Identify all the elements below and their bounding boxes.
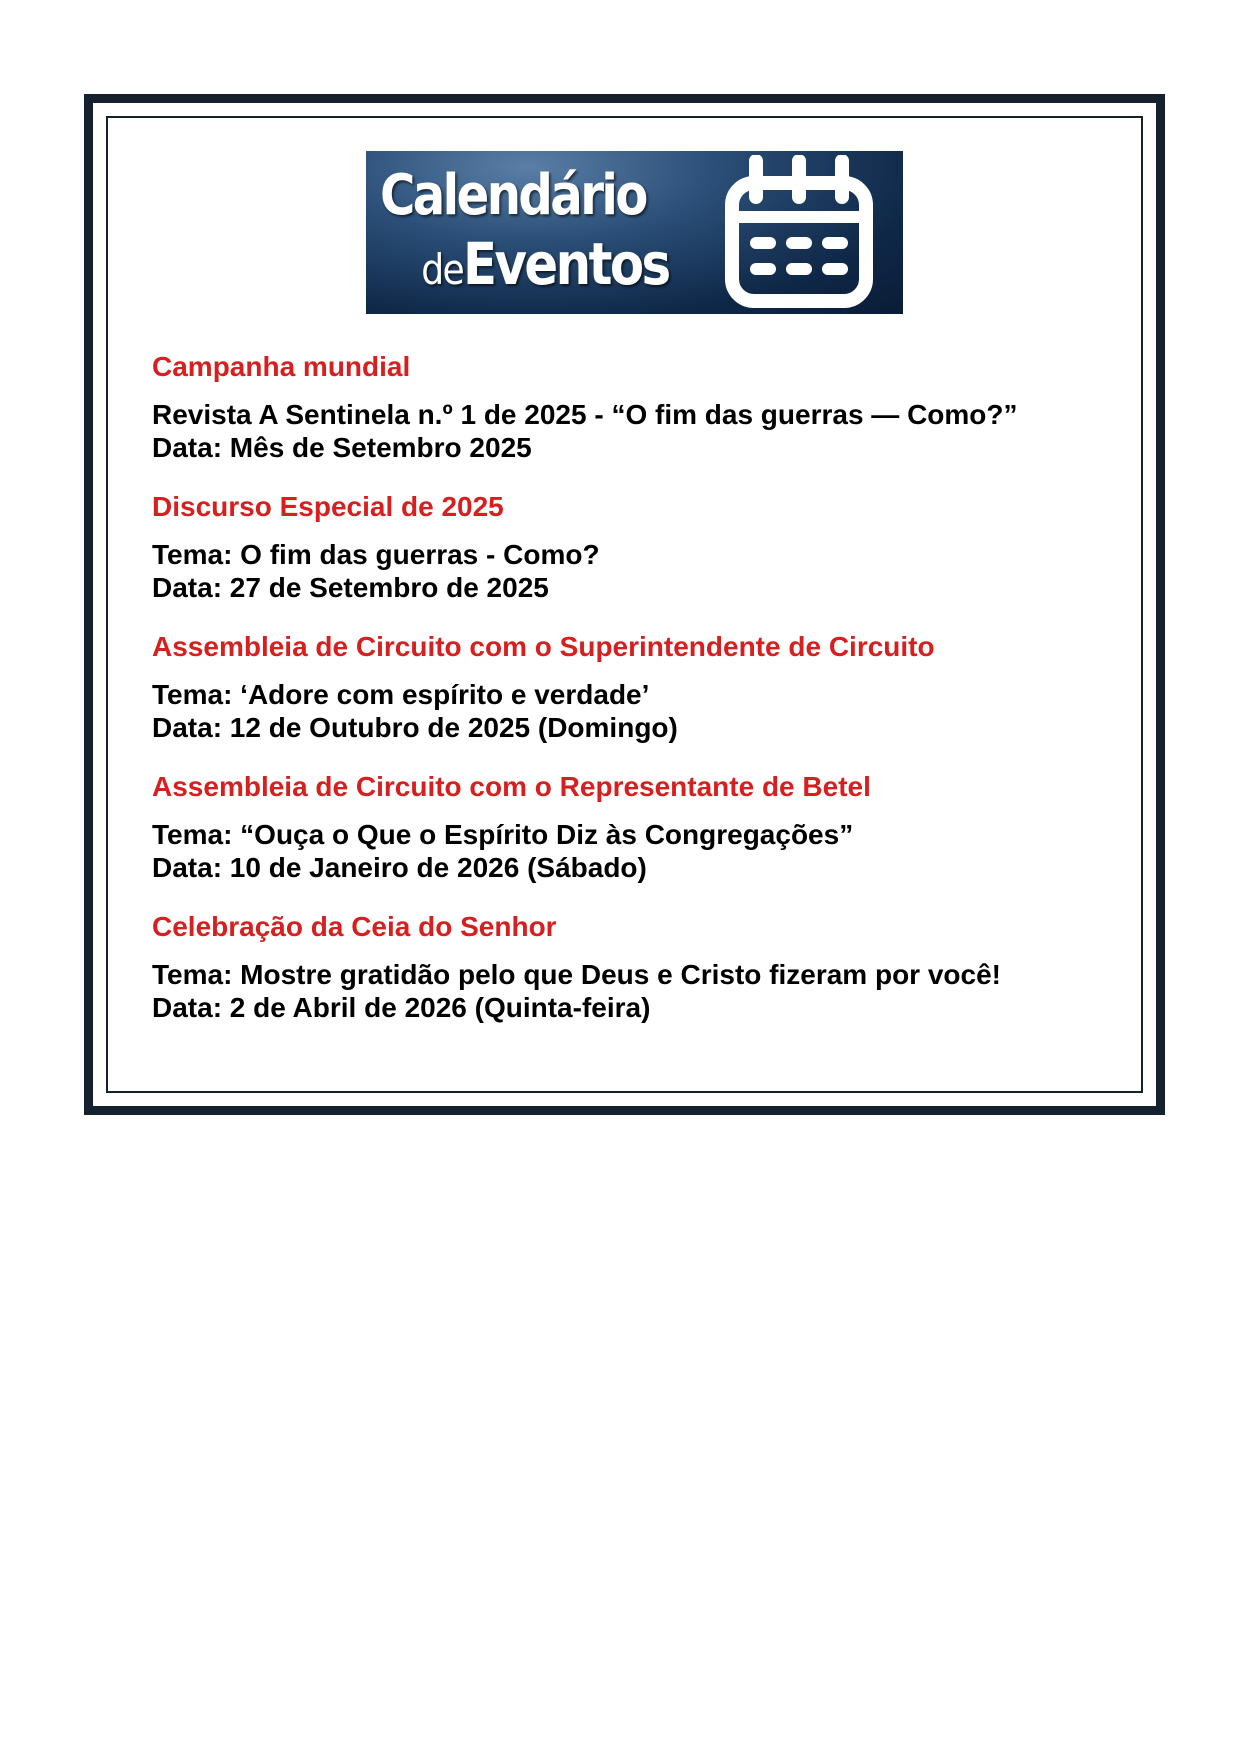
- outer-frame: [84, 94, 1165, 1115]
- banner-line-2: [380, 229, 669, 314]
- event-title: Assembleia de Circuito com o Representante de Betel: [152, 771, 871, 802]
- banner-title: [380, 163, 716, 314]
- event-title: Discurso Especial de 2025: [152, 491, 504, 522]
- event-title: Assembleia de Circuito com o Superintendente de Circuito: [152, 631, 935, 662]
- event-title: Campanha mundial: [152, 351, 411, 382]
- event-date: Data: 12 de Outubro de 2025 (Domingo): [152, 712, 678, 743]
- event-assembleia-superintendente: [152, 631, 1111, 744]
- banner-word-de: de: [421, 245, 463, 294]
- event-discurso-especial: [152, 491, 1111, 604]
- event-campanha-mundial: [152, 351, 1111, 464]
- calendar-banner: [366, 151, 903, 314]
- banner-line-1: Calendário: [380, 163, 646, 228]
- event-date: Data: 27 de Setembro de 2025: [152, 572, 549, 603]
- event-date: Data: 10 de Janeiro de 2026 (Sábado): [152, 852, 647, 883]
- event-detail: Tema: O fim das guerras - Como?: [152, 539, 600, 570]
- event-date: Data: Mês de Setembro 2025: [152, 432, 532, 463]
- event-date: Data: 2 de Abril de 2026 (Quinta-feira): [152, 992, 651, 1023]
- inner-frame: [106, 116, 1143, 1093]
- event-detail: Tema: “Ouça o Que o Espírito Diz às Congregações”: [152, 819, 854, 850]
- event-title: Celebração da Ceia do Senhor: [152, 911, 557, 942]
- calendar-icon: [718, 155, 878, 311]
- event-ceia-do-senhor: [152, 911, 1111, 1024]
- event-detail: Tema: Mostre gratidão pelo que Deus e Cristo fizeram por você!: [152, 959, 1001, 990]
- banner-word-eventos: Eventos: [462, 230, 669, 298]
- events-list: [152, 351, 1111, 1051]
- event-detail: Revista A Sentinela n.º 1 de 2025 - “O fim das guerras — Como?”: [152, 399, 1018, 430]
- event-detail: Tema: ‘Adore com espírito e verdade’: [152, 679, 650, 710]
- event-assembleia-betel: [152, 771, 1111, 884]
